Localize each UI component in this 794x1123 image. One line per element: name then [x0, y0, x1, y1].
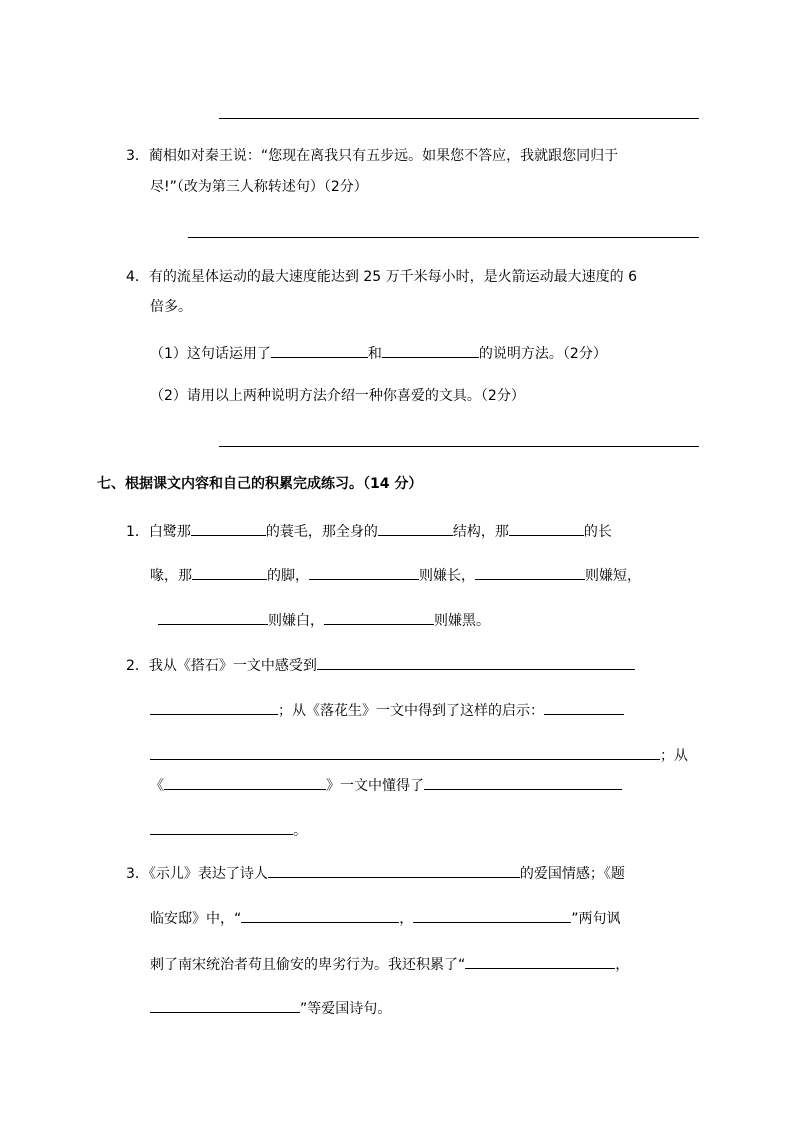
blank-learned-cont[interactable]: [150, 819, 293, 835]
text: 临安邸》中，“: [150, 911, 242, 927]
s7-q1-line3: [158, 609, 490, 631]
s7-q2-line3: [150, 744, 688, 766]
text: 3．《示儿》表达了诗人: [126, 866, 268, 882]
answer-line-q6-4[interactable]: [219, 446, 699, 447]
text: ，: [399, 911, 414, 927]
q6-4-sub2: （2）请用以上两种说明方法介绍一种你喜爱的文具。（2分）: [150, 388, 525, 404]
s7-q1-line1: [126, 520, 612, 542]
blank-luohuasheng[interactable]: [544, 699, 624, 715]
s7-q3-line1: [126, 862, 625, 884]
text: ”等爱国诗句。: [300, 1001, 392, 1017]
s7-q2-line5: [150, 819, 307, 841]
answer-line-q6-3[interactable]: [188, 237, 699, 238]
blank[interactable]: [475, 564, 585, 580]
blank[interactable]: [509, 520, 584, 536]
q6-3-line2: 尽!”（改为第三人称转述句）（2分）: [150, 179, 368, 195]
text: 》一文中懂得了: [326, 778, 424, 794]
s7-q3-line3: [150, 953, 629, 975]
text: 1．白鹭那: [126, 524, 191, 540]
blank-method-1[interactable]: [271, 342, 368, 358]
text: 的长: [583, 524, 612, 540]
s7-q3-line4: [150, 997, 391, 1019]
s7-q2-line4: [150, 774, 622, 796]
blank[interactable]: [158, 609, 268, 625]
blank[interactable]: [378, 520, 453, 536]
blank-luohuasheng-cont[interactable]: [150, 744, 660, 760]
text: 则嫌黑。: [434, 613, 490, 629]
blank[interactable]: [192, 564, 267, 580]
answer-line-prev[interactable]: [219, 118, 699, 119]
blank[interactable]: [191, 520, 266, 536]
text: 则嫌长，: [419, 568, 475, 584]
s7-q2-line2: [150, 699, 624, 721]
text: ；从: [660, 748, 688, 764]
text: 的脚，: [267, 568, 309, 584]
text: 则嫌短，: [585, 568, 641, 584]
blank-method-2[interactable]: [382, 342, 479, 358]
section7-title: 七、根据课文内容和自己的积累完成练习。（14 分）: [97, 476, 423, 492]
text: ，: [615, 957, 630, 973]
sub1-post: 的说明方法。（2分）: [478, 346, 607, 362]
blank-title[interactable]: [164, 774, 326, 790]
blank-poet-emotion[interactable]: [268, 862, 520, 878]
sub1-pre: （1）这句话运用了: [150, 346, 271, 362]
text: 则嫌白，: [268, 613, 324, 629]
q6-4-line2: 倍多。: [150, 299, 192, 315]
text: ；从《落花生》一文中得到了这样的启示：: [278, 703, 544, 719]
blank-verse-1[interactable]: [241, 907, 399, 923]
blank-verse-4[interactable]: [150, 997, 300, 1013]
blank-verse-3[interactable]: [465, 953, 615, 969]
q6-3-line1: 3．蔺相如对秦王说：“您现在离我只有五步远。如果您不答应，我就跟您同归于: [126, 148, 619, 164]
text: 喙，那: [150, 568, 192, 584]
blank-learned[interactable]: [424, 774, 622, 790]
blank-dashi-cont[interactable]: [150, 699, 278, 715]
text: ”两句讽: [571, 911, 621, 927]
s7-q2-line1: [126, 654, 635, 676]
text: 刺了南宋统治者苟且偷安的卑劣行为。我还积累了“: [150, 957, 466, 973]
text: 。: [293, 823, 307, 839]
q6-4-line1: 4．有的流星体运动的最大速度能达到 25 万千米每小时，是火箭运动最大速度的 6: [126, 269, 637, 285]
sub1-mid: 和: [367, 346, 382, 362]
text: 结构，那: [452, 524, 509, 540]
blank[interactable]: [324, 609, 434, 625]
blank-dashi[interactable]: [317, 654, 635, 670]
q6-4-sub1: [150, 342, 607, 364]
text: 的爱国情感；《题: [519, 866, 625, 882]
s7-q1-line2: [150, 564, 641, 586]
text: 《: [150, 778, 164, 794]
blank[interactable]: [309, 564, 419, 580]
text: 的蓑毛，那全身的: [265, 524, 378, 540]
text: 2．我从《搭石》一文中感受到: [126, 658, 317, 674]
blank-verse-2[interactable]: [413, 907, 571, 923]
s7-q3-line2: [150, 907, 621, 929]
